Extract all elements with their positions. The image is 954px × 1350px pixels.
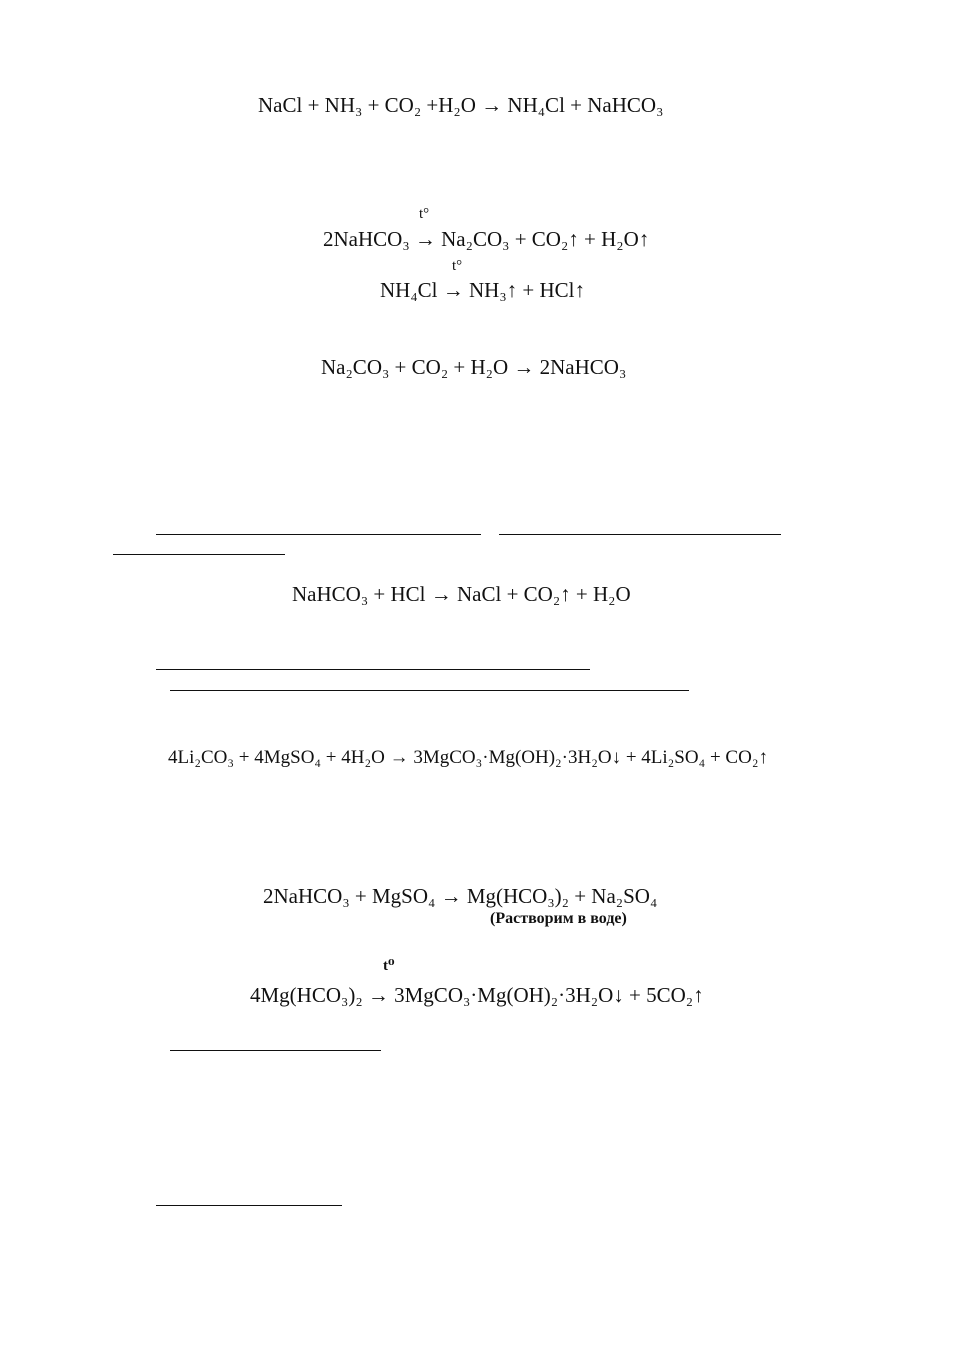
heat-condition-label: t⁰: [383, 958, 395, 974]
blank-line: [113, 554, 285, 555]
blank-line: [170, 1050, 381, 1051]
blank-line: [156, 534, 481, 535]
equation-magnesium-bicarbonate-decomposition: 4Mg(HCO₃)₂ → 3MgCO₃·Mg(OH)₂·3H₂O↓ + 5CO₂↑: [250, 983, 704, 1007]
dissolve-note: (Растворим в воде): [490, 910, 627, 927]
equation-bicarbonate-acid: NaHCO₃ + HCl → NaCl + CO₂↑ + H₂O: [292, 582, 631, 606]
equation-bicarbonate-decomposition: 2NaHCO₃ → Na₂CO₃ + CO₂↑ + H₂O↑: [323, 227, 650, 251]
blank-line: [156, 669, 590, 670]
equation-soda-ammonia: NaCl + NH₃ + CO₂ +H₂O → NH₄Cl + NaHCO₃: [258, 93, 664, 117]
equation-bicarbonate-magnesium-sulfate: 2NaHCO₃ + MgSO₄ → Mg(HCO₃)₂ + Na₂SO₄: [263, 884, 658, 908]
blank-line: [156, 1205, 342, 1206]
equation-lithium-carbonate-magnesium-sulfate: 4Li₂CO₃ + 4MgSO₄ + 4H₂O → 3MgCO₃·Mg(OH)₂·3H₂O↓ + 4Li₂SO₄ + CO₂↑: [168, 747, 768, 768]
heat-condition-label: t°: [419, 206, 430, 222]
equation-carbonate-to-bicarbonate: Na₂CO₃ + CO₂ + H₂O → 2NaHCO₃: [321, 355, 627, 379]
blank-line: [170, 690, 689, 691]
equation-ammonium-chloride-decomposition: NH₄Cl → NH₃↑ + HCl↑: [380, 278, 585, 302]
heat-condition-label: t°: [452, 258, 463, 274]
blank-line: [499, 534, 781, 535]
